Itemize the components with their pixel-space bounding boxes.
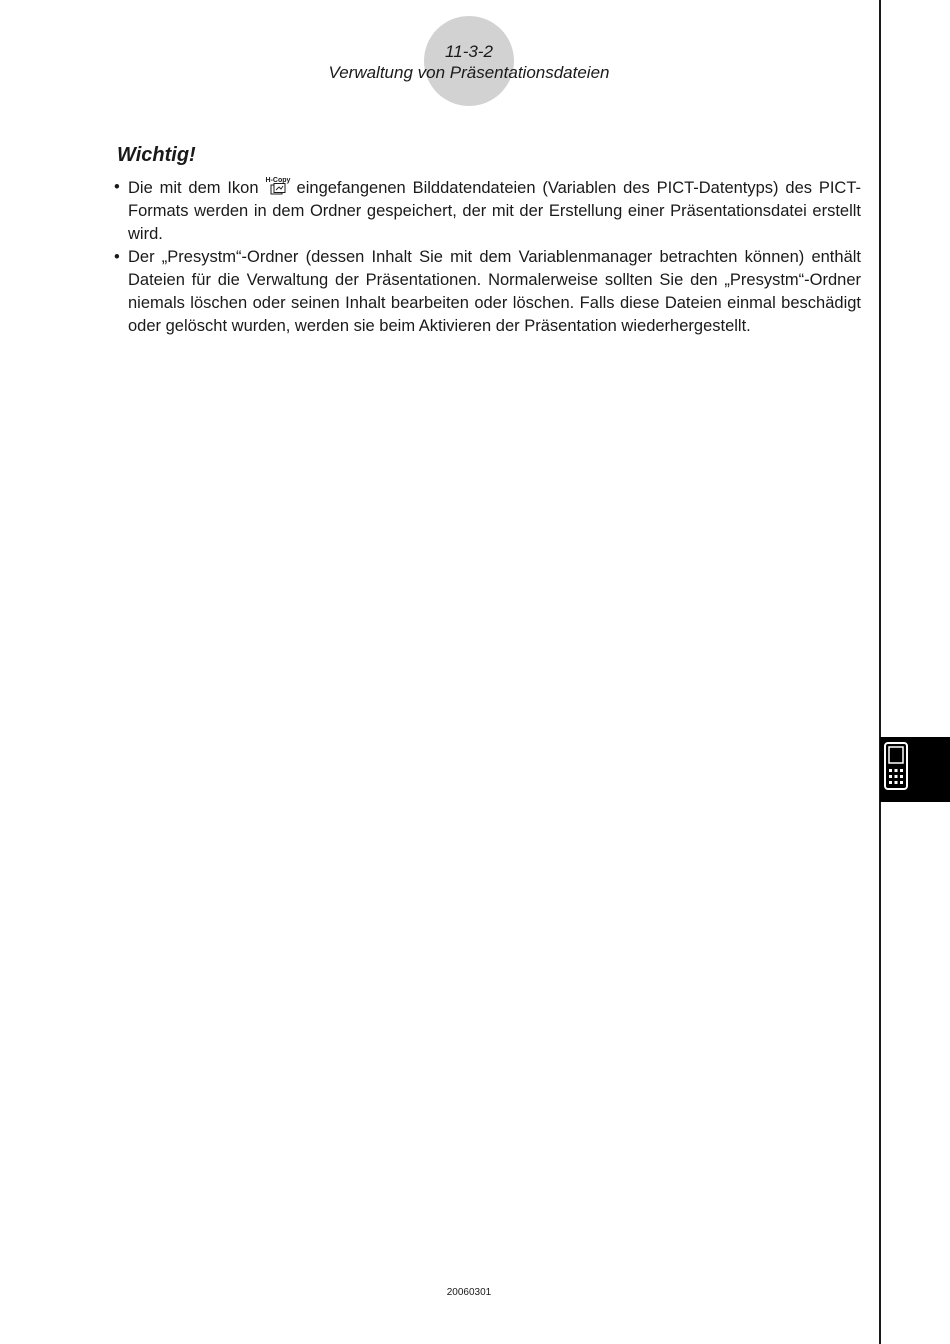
- h-copy-icon-label: H-Copy: [265, 177, 290, 184]
- page-number: 11-3-2: [445, 42, 493, 61]
- footer-code: 20060301: [446, 1287, 492, 1298]
- calculator-icon: [880, 737, 950, 802]
- h-copy-icon: [263, 176, 293, 196]
- bullet-text-before-icon: Die mit dem Ikon: [128, 179, 259, 197]
- bullet-item-presystm-folder: • Der „Presystm“-Ordner (dessen Inhalt Sie mit dem Variablenmanager betrachten können) enthält Dateien für die Verwaltung der Präsentationen. Normalerweise sollten Sie den „Presystm“-Ordner niemals löschen oder seinen Inhalt bearbeiten oder löschen. Falls diese Dateien einmal beschädigt oder gelöscht wurden, werden sie beim Aktivieren der Präsentation wiederhergestellt.: [114, 246, 861, 338]
- right-margin-rule: [879, 0, 881, 1344]
- chapter-side-tab: [880, 737, 950, 802]
- bullet-text-after-icon: eingefangenen Bilddatendateien (Variablen des PICT-Datentyps) des PICT-Formats werden in dem Ordner gespeichert, der mit der Erstellung einer Präsentationsdatei erstellt wird.: [128, 179, 861, 243]
- important-heading: Wichtig!: [117, 144, 196, 166]
- bullet-list: [114, 176, 861, 338]
- bullet-item-pict-files: [114, 176, 861, 246]
- section-title: Verwaltung von Präsentationsdateien: [328, 63, 610, 82]
